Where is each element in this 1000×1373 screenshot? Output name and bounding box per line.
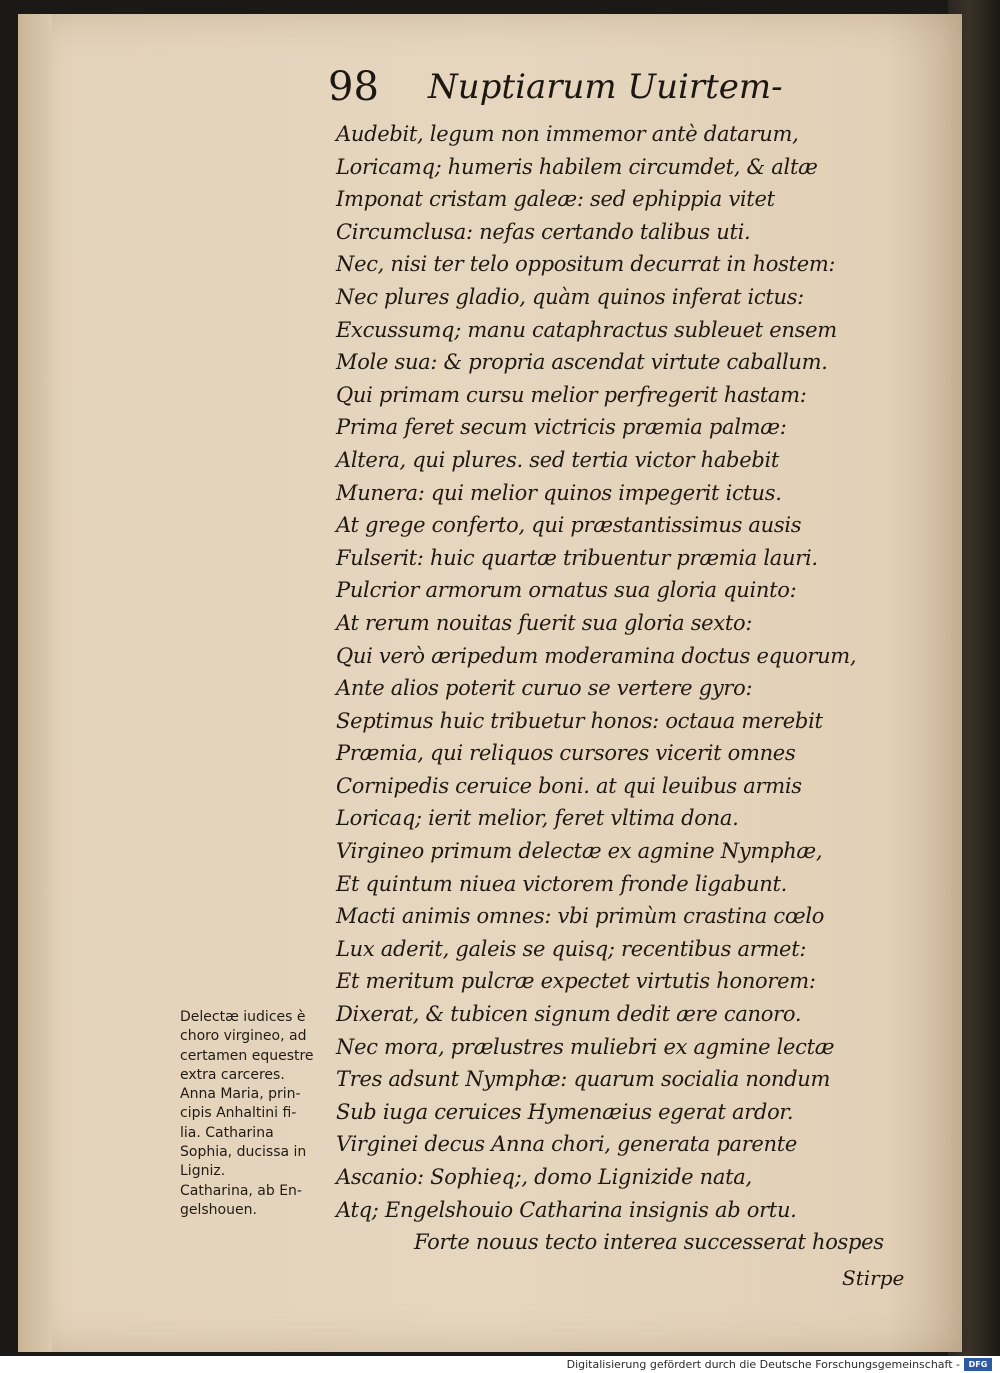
verse-line: Audebit, legum non immemor antè datarum, (336, 122, 799, 146)
digitization-footer (0, 1356, 1000, 1373)
verse-line: Præmia, qui reliquos cursores vicerit omnes (336, 741, 796, 766)
verse-line: Fulserit: huic quartæ tribuentur præmia lauri. (336, 545, 818, 570)
verse-line: Nec, nisi ter telo oppositum decurrat in hostem: (336, 252, 836, 277)
dfg-logo-icon: DFG (964, 1358, 992, 1371)
verse-line: Altera, qui plures. sed tertia victor habebit (336, 447, 780, 472)
verse-line: Tres adsunt Nymphæ: quarum socialia nondum (336, 1067, 831, 1092)
verse-line: At rerum nouitas fuerit sua gloria sexto: (336, 610, 753, 635)
running-title: Nuptiarum Uuirtem- (428, 67, 783, 107)
verse-line: Macti animis omnes: vbi primùm crastina cœlo (336, 904, 825, 929)
page-number: 98 (328, 64, 379, 110)
verse-line: Atq; Engelshouio Catharina insignis ab ortu. (336, 1197, 797, 1222)
page-gutter (18, 14, 52, 1352)
verse-line: Nec mora, prælustres muliebri ex agmine lectæ (336, 1034, 835, 1059)
page-header (328, 62, 828, 112)
marginal-note-line: Sophia, ducissa in (180, 1144, 307, 1161)
marginal-note-line: certamen equestre (180, 1047, 314, 1064)
verse-line: Prima feret secum victricis præmia palmæ: (336, 415, 787, 440)
verse-line: Virgineo primum delectæ ex agmine Nymphæ, (336, 839, 823, 864)
verse-line: Nec plures gladio, quàm quinos inferat ictus: (336, 284, 804, 309)
marginal-note-line: Delectæ iudices è (180, 1009, 306, 1025)
marginal-note-line: Anna Maria, prin- (180, 1086, 301, 1103)
marginal-note-line: cipis Anhaltini fi- (180, 1105, 297, 1122)
verse-line: Sub iuga ceruices Hymenæius egerat ardor. (336, 1099, 794, 1124)
verse-text (336, 118, 896, 1259)
verse-line: Ante alios poterit curuo se vertere gyro: (336, 676, 753, 701)
marginal-note-line: choro virgineo, ad (180, 1028, 307, 1045)
verse-line: Loricamq; humeris habilem circumdet, & altæ (336, 154, 818, 179)
marginal-note-line: gelshouen. (180, 1201, 257, 1218)
verse-line: Loricaq; ierit melior, feret vltima dona. (336, 806, 739, 831)
verse-line: Et meritum pulcræ expectet virtutis honorem: (336, 969, 816, 994)
catchword: Stirpe (842, 1266, 905, 1290)
verse-line: Forte nouus tecto interea successerat hospes (414, 1230, 884, 1255)
verse-line: Septimus huic tribuetur honos: octaua merebit (336, 708, 823, 733)
verse-line: Ascanio: Sophieq;, domo Lignizide nata, (336, 1165, 752, 1189)
verse-line: Qui verò æripedum moderamina doctus equorum, (336, 643, 857, 668)
verse-line: Mole sua: & propria ascendat virtute caballum. (336, 350, 828, 375)
verse-line: Pulcrior armorum ornatus sua gloria quinto: (336, 578, 797, 603)
verse-line: At grege conferto, qui præstantissimus ausis (336, 513, 802, 538)
verse-line: Cornipedis ceruice boni. at qui leuibus armis (336, 773, 802, 798)
verse-line: Et quintum niuea victorem fronde ligabunt. (336, 871, 788, 896)
marginal-note-line: extra carceres. (180, 1066, 285, 1083)
verse-line: Imponat cristam galeæ: sed ephippia vitet (336, 187, 775, 212)
verse-line: Dixerat, & tubicen signum dedit ære canoro. (336, 1002, 802, 1027)
verse-line: Lux aderit, galeis se quisq; recentibus armet: (336, 936, 807, 961)
marginal-note (180, 1008, 342, 1220)
verse-line: Qui primam cursu melior perfregerit hastam: (336, 382, 807, 407)
footer-credit: Digitalisierung gefördert durch die Deutsche Forschungsgemeinschaft - (566, 1358, 960, 1371)
verse-line: Virginei decus Anna chori, generata parente (336, 1132, 798, 1157)
verse-line: Munera: qui melior quinos impegerit ictus. (336, 480, 782, 505)
verse-line: Circumclusa: nefas certando talibus uti. (336, 219, 751, 244)
marginal-note-line: Ligniz. (180, 1163, 226, 1180)
marginal-note-line: lia. Catharina (180, 1124, 274, 1141)
marginal-note-line: Catharina, ab En- (180, 1182, 302, 1199)
verse-line: Excussumq; manu cataphractus subleuet ensem (336, 317, 837, 342)
